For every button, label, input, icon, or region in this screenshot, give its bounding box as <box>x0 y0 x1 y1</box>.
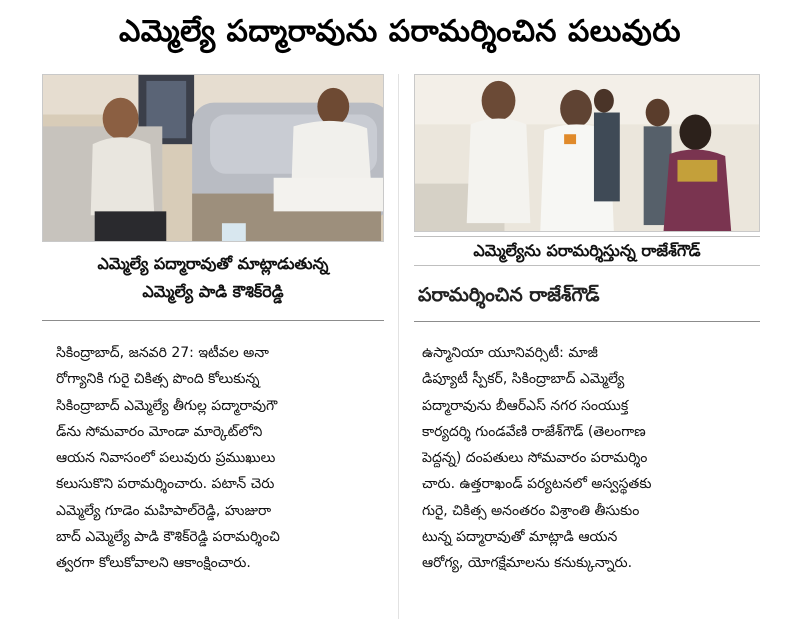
body-left-line: బాద్ ఎమ్మెల్యే పాడి కౌశిక్‌రెడ్డి పరామర్శించి <box>56 529 280 546</box>
photo-right <box>414 74 760 232</box>
photo-right-image <box>415 75 759 231</box>
body-left-line: త్వరగా కోలుకోవాలని ఆకాంక్షించారు. <box>56 555 251 572</box>
caption-left <box>42 250 384 306</box>
body-left-line: సికింద్రాబాద్, జనవరి 27: ఇటీవల అనా <box>56 345 269 361</box>
body-right-line: పెద్దన్న) దంపతులు సోమవారం పరామర్శిం <box>422 450 648 467</box>
caption-left-line-2: ఎమ్మెల్యే పాడి కౌశిక్‌రెడ్డి <box>142 282 284 301</box>
body-right-line: కార్యదర్శి గుండవేణి రాజేశ్‌గౌడ్ (తెలంగాణ <box>422 423 646 440</box>
body-right-line: టున్న పద్మారావుతో మాట్లాడి ఆయన <box>422 529 618 546</box>
body-right-line: చారు. ఉత్తరాఖండ్ పర్యటనలో అస్వస్థతకు <box>422 476 652 493</box>
column-divider <box>398 74 399 619</box>
caption-right: ఎమ్మెల్యేను పరామర్శిస్తున్న రాజేశ్‌గౌడ్ <box>414 236 760 266</box>
subhead-right: పరామర్శించిన రాజేశ్‌గౌడ్ <box>418 284 600 306</box>
article-body-right <box>422 340 758 577</box>
body-left-line: కలుసుకొని పరామర్శించారు. పటాన్ చెరు <box>56 476 275 493</box>
body-right-line: పద్మారావును బీఆర్ఎస్ నగర సంయుక్త <box>422 397 629 414</box>
body-right-line: ఉస్మానియా యూనివర్సిటీ: మాజీ <box>422 345 598 361</box>
body-left-line: సికింద్రాబాద్ ఎమ్మెల్యే తీగుల్ల పద్మారావుగౌ <box>56 397 278 414</box>
body-left-line: ఎమ్మెల్యే గూడెం మహిపాల్‌రెడ్డి, హుజురా <box>56 502 272 519</box>
photo-left-image <box>43 75 383 241</box>
photo-left <box>42 74 384 242</box>
rule-left <box>42 320 384 321</box>
body-right-line: ఆరోగ్య, యోగక్షేమాలను కనుక్కున్నారు. <box>422 555 633 572</box>
body-left-line: ఆయన నివాసంలో పలువురు ప్రముఖులు <box>56 450 276 467</box>
body-right-line: డిప్యూటీ స్పీకర్, సికింద్రాబాద్ ఎమ్మెల్యే <box>422 371 625 388</box>
body-left-line: రోగ్యానికి గురై చికిత్స పొంది కోలుకున్న <box>56 371 260 388</box>
body-right-line: గురై, చికిత్స అనంతరం విశ్రాంతి తీసుకుం <box>422 502 640 519</box>
headline: ఎమ్మెల్యే పద్మారావును పరామర్శించిన పలువురు <box>118 14 682 49</box>
body-left-line: డ్‌ను సోమవారం మోండా మార్కెట్‌లోని <box>56 423 263 440</box>
caption-left-line-1: ఎమ్మెల్యే పద్మారావుతో మాట్లాడుతున్న <box>97 254 329 273</box>
rule-right-subhead <box>414 321 760 322</box>
article-body-left <box>56 340 378 577</box>
